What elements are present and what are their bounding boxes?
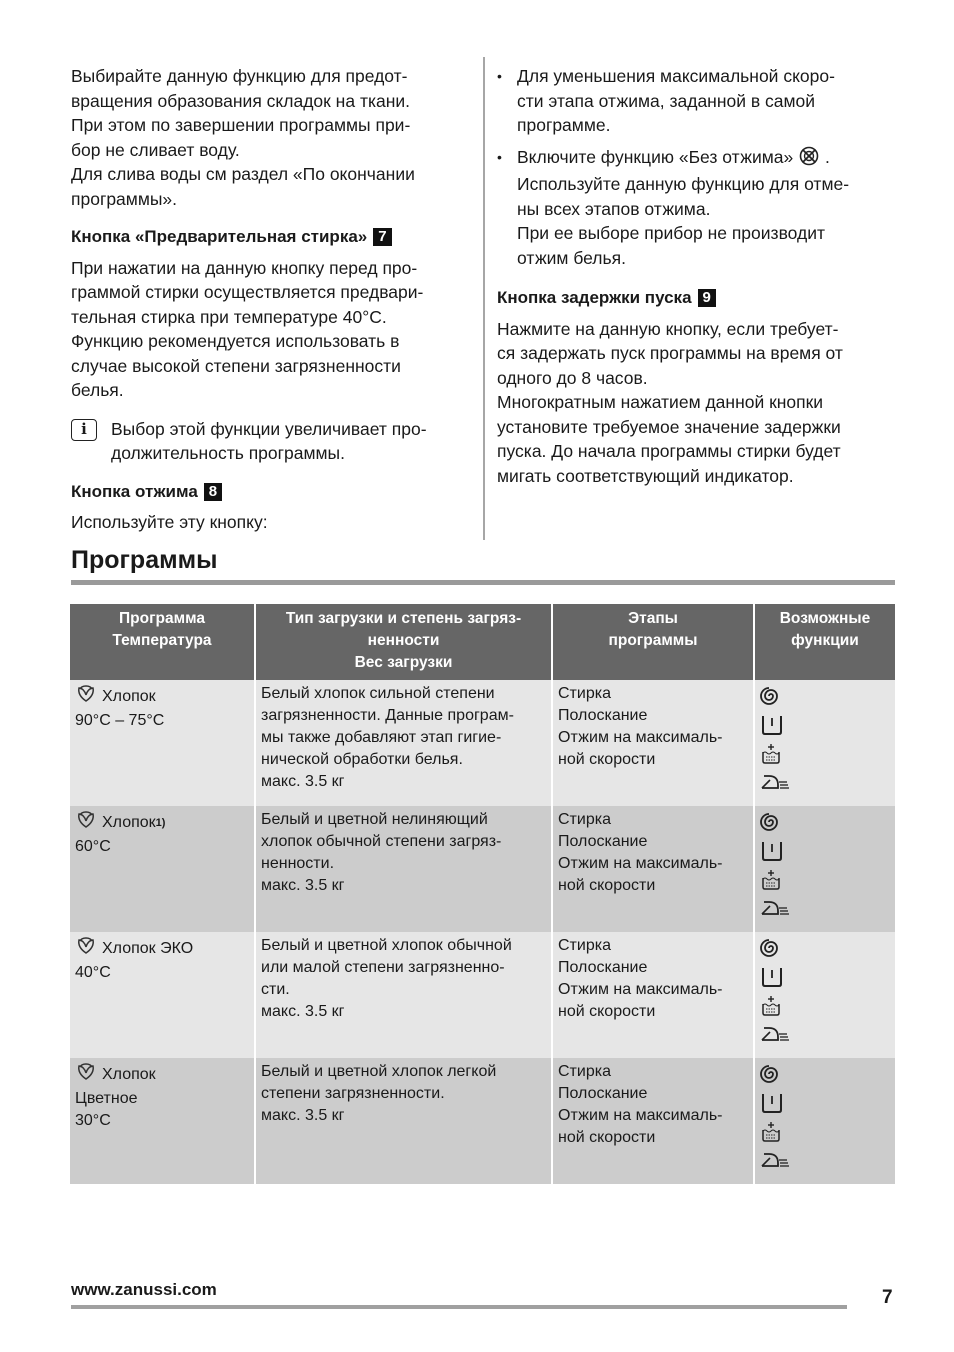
load-line: макс. 3.5 кг: [261, 877, 345, 894]
table-row: [70, 932, 895, 1058]
info-icon: i: [71, 419, 97, 441]
function-icons: [760, 683, 890, 791]
cotton-icon: [75, 935, 97, 962]
stages-cell: [552, 680, 754, 806]
left-column: [71, 64, 471, 535]
program-cell: [70, 806, 255, 932]
spin-icon: [760, 937, 890, 959]
load-line: хлопок обычной степени загряз-: [261, 833, 502, 850]
program-detail: Цветное: [75, 1090, 138, 1107]
stage-line: Отжим на максималь-: [558, 1107, 723, 1124]
load-line: степени загрязненности.: [261, 1085, 445, 1102]
stage-line: Отжим на максималь-: [558, 729, 723, 746]
table-row: [70, 806, 895, 932]
prewash-icon: [760, 743, 890, 765]
delay-start-heading: Кнопка задержки пуска 9: [497, 286, 897, 311]
program-cell: [70, 680, 255, 806]
cotton-icon: [75, 1061, 97, 1088]
stage-line: Полоскание: [558, 707, 648, 724]
page-number: 7: [882, 1287, 893, 1308]
table-row: [70, 680, 895, 806]
right-column: [497, 64, 897, 488]
list-item: • Включите функцию «Без отжима» . Используйте данную функцию для отме- ны всех этапов отжима. При ее выборе прибор не производит отжим белья.: [497, 145, 897, 271]
load-line: Белый и цветной хлопок легкой: [261, 1063, 497, 1080]
table-header-row: [70, 604, 895, 680]
rinse-hold-icon: [760, 713, 890, 737]
stage-line: Стирка: [558, 937, 611, 954]
program-detail: 30°C: [75, 1112, 111, 1129]
stages-cell: [552, 932, 754, 1058]
stage-line: ной скорости: [558, 1003, 656, 1020]
program-detail: 90°C – 75°C: [75, 712, 165, 729]
spin-icon: [760, 811, 890, 833]
stage-line: Отжим на максималь-: [558, 981, 723, 998]
header-program: Программа Температура: [70, 604, 255, 680]
footnote-marker: 1): [155, 816, 166, 829]
spin-badge: 8: [204, 483, 222, 501]
load-line: мы также добавляют этап гигие-: [261, 729, 502, 746]
rinse-hold-icon: [760, 965, 890, 989]
load-line: сти.: [261, 981, 290, 998]
no-spin-icon: [798, 146, 820, 173]
program-name: Хлопок: [75, 1061, 249, 1088]
load-cell: [255, 680, 552, 806]
load-line: Белый и цветной хлопок обычной: [261, 937, 512, 954]
spin-paragraph: Используйте эту кнопку:: [71, 512, 268, 532]
header-load-type: Тип загрузки и степень загряз- ненности Вес загрузки: [255, 604, 552, 680]
stage-line: Стирка: [558, 811, 611, 828]
intro-paragraph: Выбирайте данную функцию для предот- вращения образования складок на ткани. При этом по завершении программы при- бор не сливает воду. Для слива воды см раздел «По окончании программы».: [71, 66, 415, 209]
footer-website-link[interactable]: www.zanussi.com: [71, 1280, 217, 1299]
program-name: Хлопок 1): [75, 809, 249, 836]
easy-iron-icon: [760, 771, 890, 791]
easy-iron-icon: [760, 1149, 890, 1169]
stage-line: ной скорости: [558, 1129, 656, 1146]
delay-start-paragraph: Нажмите на данную кнопку, если требует- ся задержать пуск программы на время от одного до 8 часов. Многократным нажатием данной кнопки установите требуемое значение задержки пуска. До начала программы стирки будет мигать соответствующий индикатор.: [497, 318, 843, 486]
function-icons: [760, 935, 890, 1043]
easy-iron-icon: [760, 897, 890, 917]
stage-line: Стирка: [558, 685, 611, 702]
load-line: макс. 3.5 кг: [261, 1003, 345, 1020]
section-title: Программы: [71, 546, 218, 574]
load-line: Белый хлопок сильной степени: [261, 685, 495, 702]
stage-line: Стирка: [558, 1063, 611, 1080]
stage-line: Отжим на максималь-: [558, 855, 723, 872]
function-icons: [760, 809, 890, 917]
prewash-paragraph: При нажатии на данную кнопку перед про- граммой стирки осуществляется предвари- тельная стирка при температуре 40°C. Функцию рекомендуется использовать в случае высокой степени загрязненности белья.: [71, 257, 424, 400]
stage-line: Полоскание: [558, 1085, 648, 1102]
load-line: макс. 3.5 кг: [261, 773, 345, 790]
functions-cell: [754, 1058, 895, 1184]
stage-line: ной скорости: [558, 877, 656, 894]
load-line: или малой степени загрязненно-: [261, 959, 505, 976]
prewash-icon: [760, 1121, 890, 1143]
spin-options-list: [497, 64, 897, 270]
program-detail: 40°C: [75, 964, 111, 981]
header-functions: Возможные функции: [754, 604, 895, 680]
stages-cell: [552, 806, 754, 932]
load-cell: [255, 932, 552, 1058]
stage-line: Полоскание: [558, 959, 648, 976]
stage-line: Полоскание: [558, 833, 648, 850]
load-line: Белый и цветной нелиняющий: [261, 811, 488, 828]
info-note-text: Выбор этой функции увеличивает про- должительность программы.: [111, 418, 427, 463]
spin-icon: [760, 685, 890, 707]
program-cell: [70, 932, 255, 1058]
rinse-hold-icon: [760, 1091, 890, 1115]
cotton-icon: [75, 683, 97, 710]
prewash-badge: 7: [373, 228, 391, 246]
section-rule: [71, 580, 895, 585]
column-divider: [483, 57, 485, 540]
spin-heading: Кнопка отжима 8: [71, 480, 471, 505]
cotton-icon: [75, 809, 97, 836]
stages-cell: [552, 1058, 754, 1184]
prewash-icon: [760, 869, 890, 891]
prewash-icon: [760, 995, 890, 1017]
header-stages: Этапы программы: [552, 604, 754, 680]
load-cell: [255, 1058, 552, 1184]
load-line: макс. 3.5 кг: [261, 1107, 345, 1124]
load-line: загрязненности. Данные програм-: [261, 707, 514, 724]
program-detail: 60°C: [75, 838, 111, 855]
table-row: [70, 1058, 895, 1184]
load-line: нической обработки белья.: [261, 751, 463, 768]
function-icons: [760, 1061, 890, 1169]
spin-icon: [760, 1063, 890, 1085]
functions-cell: [754, 932, 895, 1058]
delay-start-badge: 9: [698, 289, 716, 307]
load-line: ненности.: [261, 855, 335, 872]
functions-cell: [754, 806, 895, 932]
program-name: Хлопок ЭКО: [75, 935, 249, 962]
prewash-heading: Кнопка «Предварительная стирка» 7: [71, 225, 471, 250]
stage-line: ной скорости: [558, 751, 656, 768]
programs-table: [70, 604, 895, 1184]
rinse-hold-icon: [760, 839, 890, 863]
program-name: Хлопок: [75, 683, 249, 710]
program-cell: [70, 1058, 255, 1184]
easy-iron-icon: [760, 1023, 890, 1043]
footer-rule: [71, 1305, 847, 1309]
load-cell: [255, 806, 552, 932]
functions-cell: [754, 680, 895, 806]
info-note: [71, 417, 471, 466]
list-item: • Для уменьшения максимальной скоро- сти этапа отжима, заданной в самой программе.: [497, 64, 897, 138]
